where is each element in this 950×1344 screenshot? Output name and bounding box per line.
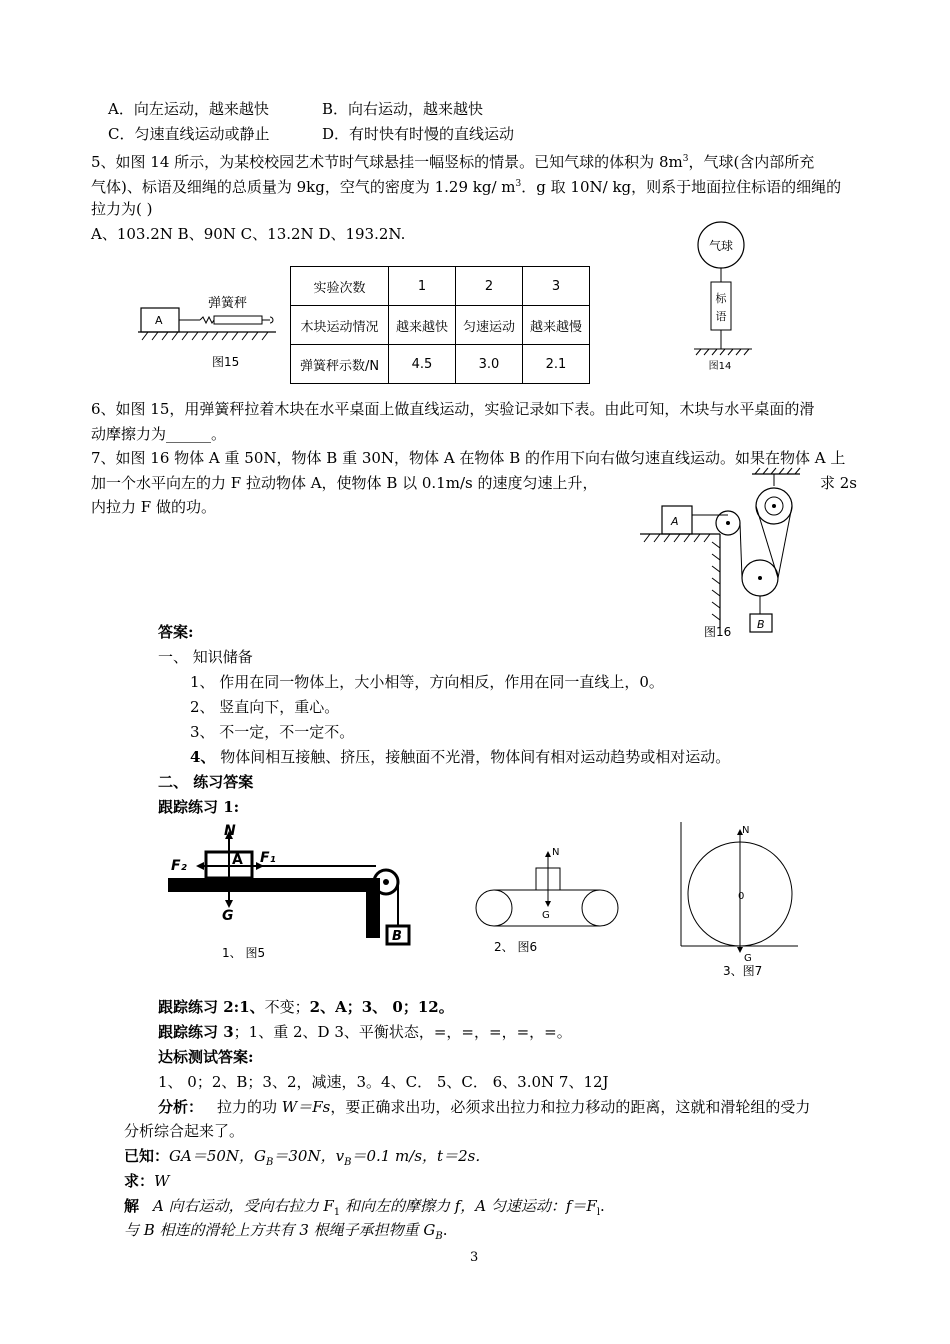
table-cell: 越来越慢 [523, 306, 590, 345]
track-1-label: 跟踪练习 1: [158, 798, 240, 816]
known-line: 已知：GA＝50N，$G_B=30N$，$v_B=0.1$ m/s，t＝2s． [124, 1147, 491, 1168]
answer-k2: 2、 竖直向下，重心。 [190, 698, 340, 716]
block-a-label: A [671, 515, 679, 528]
answers-section-2: 二、 练习答案 [158, 773, 254, 791]
table-row [291, 306, 590, 345]
table-cell: 3.0 [456, 345, 523, 384]
block-b-label: B [757, 618, 765, 631]
solution-line1: 解 A 向右运动，受向右拉力 $F_1$ 和向左的摩擦力 f，A 匀速运动：$f=F_l$. [124, 1197, 605, 1218]
q4-option-d: D．有时快有时慢的直线运动 [322, 125, 515, 143]
row-header: 木块运动情况 [291, 306, 389, 345]
q5-line2: 气体)、标语及细绳的总质量为 9kg，空气的密度为 1.29 kg/ $m^3$．g 取 10N/ kg，则系于地面拉住标语的细绳的 [91, 178, 842, 196]
row-header: 实验次数 [291, 267, 389, 306]
answers-section-1: 一、 知识储备 [158, 648, 253, 666]
block-b-label: B [392, 929, 402, 944]
q5-line3: 拉力为( ) [91, 200, 153, 218]
q7-line3: 内拉力 F 做的功。 [91, 498, 216, 516]
table-cell: 3 [523, 267, 590, 306]
table-cell: 2 [456, 267, 523, 306]
track-2-answer: 跟踪练习 2:1、不变；2、A；3、 0；12。 [158, 998, 454, 1016]
table-cell: 2.1 [523, 345, 590, 384]
table-cell: 4.5 [389, 345, 456, 384]
normal-force-label: N [742, 825, 750, 836]
q6-line1: 6、如图 15，用弹簧秤拉着木块在水平桌面上做直线运动，实验记录如下表。由此可知，木块与水平桌面的滑 [91, 400, 815, 418]
answer-k3: 3、 不一定，不一定不。 [190, 723, 355, 741]
figure-16 [640, 468, 820, 643]
answer-k1: 1、 作用在同一物体上，大小相等，方向相反，作用在同一直线上，0。 [190, 673, 664, 691]
analysis-line2: 分析综合起来了。 [124, 1122, 245, 1140]
q4-option-c: C．匀速直线运动或静止 [108, 125, 270, 143]
figure-16-caption: 图16 [704, 625, 732, 639]
gravity-label: G [744, 953, 752, 964]
test-answers-label: 达标测试答案: [158, 1048, 254, 1066]
solution-line2: 与 B 相连的滑轮上方共有 3 根绳子承担物重 $G_B$. [124, 1221, 448, 1242]
figure-5-caption: 1、 图5 [222, 946, 266, 960]
q5-options: A、103.2N B、90N C、13.2N D、193.2N. [91, 225, 406, 243]
figure-5 [168, 822, 418, 962]
block-a-label: A [155, 314, 163, 327]
banner-char-1: 标 [715, 292, 727, 305]
q5-line1: 5、如图 14 所示，为某校校园艺术节时气球悬挂一幅竖标的情景。已知气球的体积为 $8m^3$，气球(含内部所充 [91, 153, 815, 171]
f1-label: F₁ [260, 850, 276, 866]
normal-force-label: N [552, 847, 560, 858]
q7-line2: 加一个水平向左的力 F 拉动物体 A，使物体 B 以 0.1m/s 的速度匀速上升， [91, 474, 598, 492]
figure-7-caption: 3、图7 [723, 964, 763, 978]
experiment-table [290, 266, 590, 384]
q7-line2-tail: 求 2s [820, 474, 858, 492]
banner-char-2: 语 [715, 310, 727, 323]
normal-force-label: N [224, 823, 236, 839]
figure-7 [678, 820, 803, 980]
table-cell: 1 [389, 267, 456, 306]
figure-14-caption: 图14 [708, 361, 732, 372]
analysis-line1: 分析： 拉力的功 W＝Fs，要正确求出功，必须求出拉力和拉力移动的距离，这就和滑轮组的受力 [158, 1098, 811, 1116]
figure-15-caption: 图15 [212, 355, 240, 369]
ask-line: 求：W [124, 1172, 170, 1190]
q7-line1: 7、如图 16 物体 A 重 50N，物体 B 重 30N，物体 A 在物体 B 的作用下向右做匀速直线运动。如果在物体 A 上 [91, 449, 846, 467]
row-header: 弹簧秤示数/N [291, 345, 389, 384]
center-label: 0 [738, 891, 745, 902]
track-3-answer: 跟踪练习 3；1、重 2、D 3、平衡状态，=，=，=，=，=。 [158, 1023, 572, 1041]
table-row [291, 267, 590, 306]
answers-title: 答案: [158, 623, 194, 641]
figure-15 [138, 290, 288, 372]
balloon-label: 气球 [708, 239, 734, 253]
answer-k4: 4、 物体间相互接触、挤压，接触面不光滑，物体间有相对运动趋势或相对运动。 [190, 748, 731, 766]
test-answers: 1、 0；2、B；3、2，减速，3。4、C． 5、C． 6、3.0N 7、12J [158, 1073, 609, 1091]
gravity-label: G [222, 908, 234, 924]
table-cell: 匀速运动 [456, 306, 523, 345]
table-row [291, 345, 590, 384]
figure-6-caption: 2、 图6 [494, 940, 538, 954]
spring-scale-label: 弹簧秤 [208, 296, 248, 311]
q4-option-b: B．向右运动，越来越快 [322, 100, 484, 118]
block-a-label: A [232, 852, 243, 868]
page-number: 3 [470, 1250, 479, 1265]
gravity-label: G [542, 910, 550, 921]
q6-line2: 动摩擦力为______。 [91, 425, 227, 443]
table-cell: 越来越快 [389, 306, 456, 345]
q4-option-a: A．向左运动，越来越快 [108, 100, 269, 118]
figure-6 [476, 842, 621, 957]
figure-14 [680, 218, 760, 373]
f2-label: F₂ [171, 858, 187, 874]
